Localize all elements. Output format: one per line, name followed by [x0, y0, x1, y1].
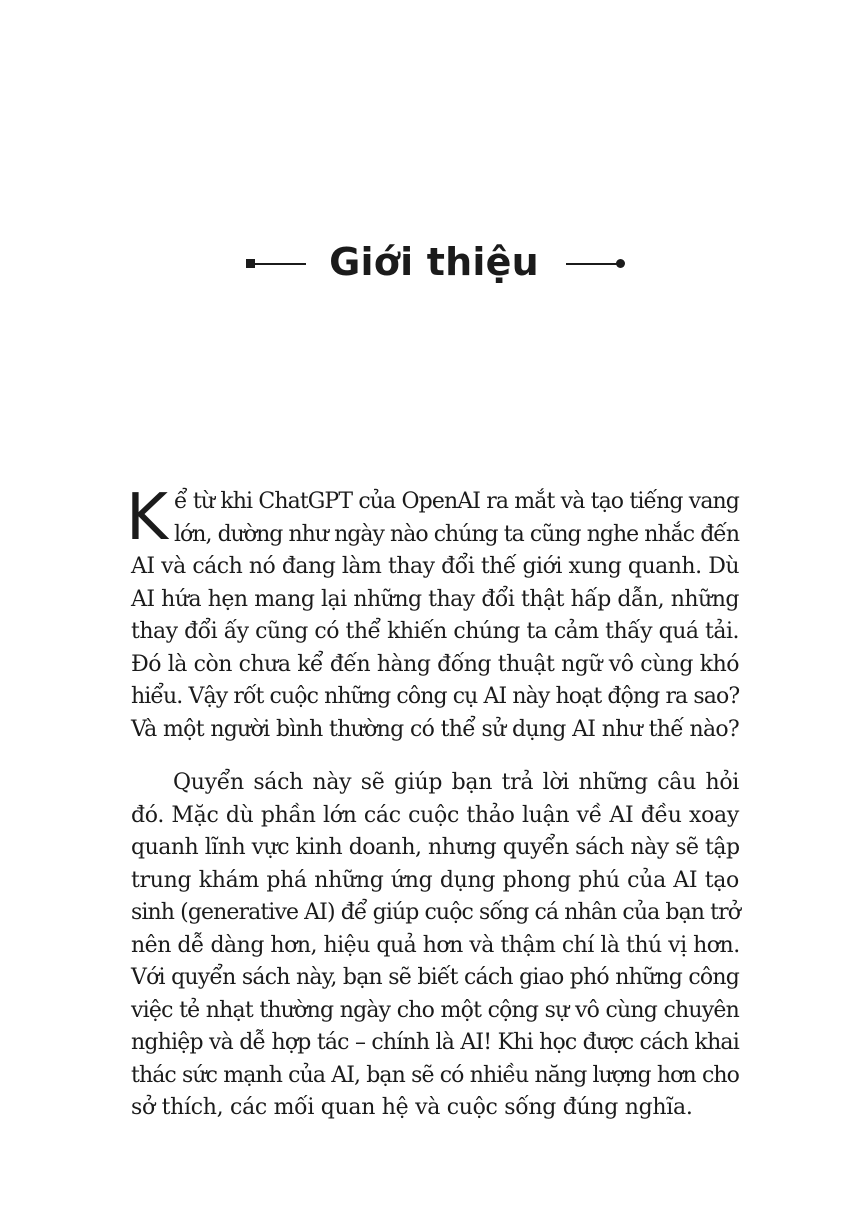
- paragraph-1: [131, 486, 739, 746]
- text-line: nên dễ dàng hơn, hiệu quả hơn và thậm chí là thú vị hơn.: [131, 932, 740, 958]
- chapter-heading: [0, 232, 868, 292]
- text-line: Và một người bình thường có thể sử dụng AI như thế nào?: [131, 716, 739, 742]
- heading-rule-right: [566, 263, 618, 265]
- paragraph-gap: [131, 746, 739, 767]
- round-bullet-icon: [616, 259, 625, 268]
- text-line: thác sức mạnh của AI, bạn sẽ có nhiều năng lượng hơn cho: [131, 1062, 739, 1088]
- text-line: việc tẻ nhạt thường ngày cho một cộng sự vô cùng chuyên: [131, 997, 739, 1023]
- text-line: Quyển sách này sẽ giúp bạn trả lời những câu hỏi: [173, 770, 739, 795]
- text-line: Với quyển sách này, bạn sẽ biết cách giao phó những công: [131, 965, 739, 990]
- text-line: lớn, dường như ngày nào chúng ta cũng nghe nhắc đến: [174, 521, 739, 547]
- text-line: AI hứa hẹn mang lại những thay đổi thật hấp dẫn, những: [131, 586, 739, 612]
- text-line: đó. Mặc dù phần lớn các cuộc thảo luận về AI đều xoay: [131, 802, 739, 828]
- body-text: [131, 486, 739, 1125]
- text-line: thay đổi ấy cũng có thể khiến chúng ta cảm thấy quá tải.: [131, 619, 739, 644]
- text-line: AI và cách nó đang làm thay đổi thế giới xung quanh. Dù: [131, 554, 739, 579]
- text-line: Đó là còn chưa kể đến hàng đống thuật ngữ vô cùng khó: [131, 651, 739, 677]
- text-line: ể từ khi ChatGPT của OpenAI ra mắt và tạo tiếng vang: [174, 489, 739, 514]
- text-line: hiểu. Vậy rốt cuộc những công cụ AI này hoạt động ra sao?: [131, 684, 740, 709]
- text-line: trung khám phá những ứng dụng phong phú của AI tạo: [131, 867, 739, 893]
- text-line: sở thích, các mối quan hệ và cuộc sống đúng nghĩa.: [131, 1095, 693, 1120]
- chapter-title: Giới thiệu: [329, 240, 539, 284]
- paragraph-2: [131, 767, 739, 1125]
- square-bullet-icon: [246, 259, 255, 268]
- text-line: quanh lĩnh vực kinh doanh, nhưng quyển sách này sẽ tập: [131, 835, 740, 860]
- drop-cap: K: [126, 481, 168, 555]
- heading-rule-left: [250, 263, 306, 265]
- text-line: sinh (generative AI) để giúp cuộc sống cá nhân của bạn trở: [131, 900, 741, 925]
- text-line: nghiệp và dễ hợp tác – chính là AI! Khi học được cách khai: [131, 1030, 739, 1055]
